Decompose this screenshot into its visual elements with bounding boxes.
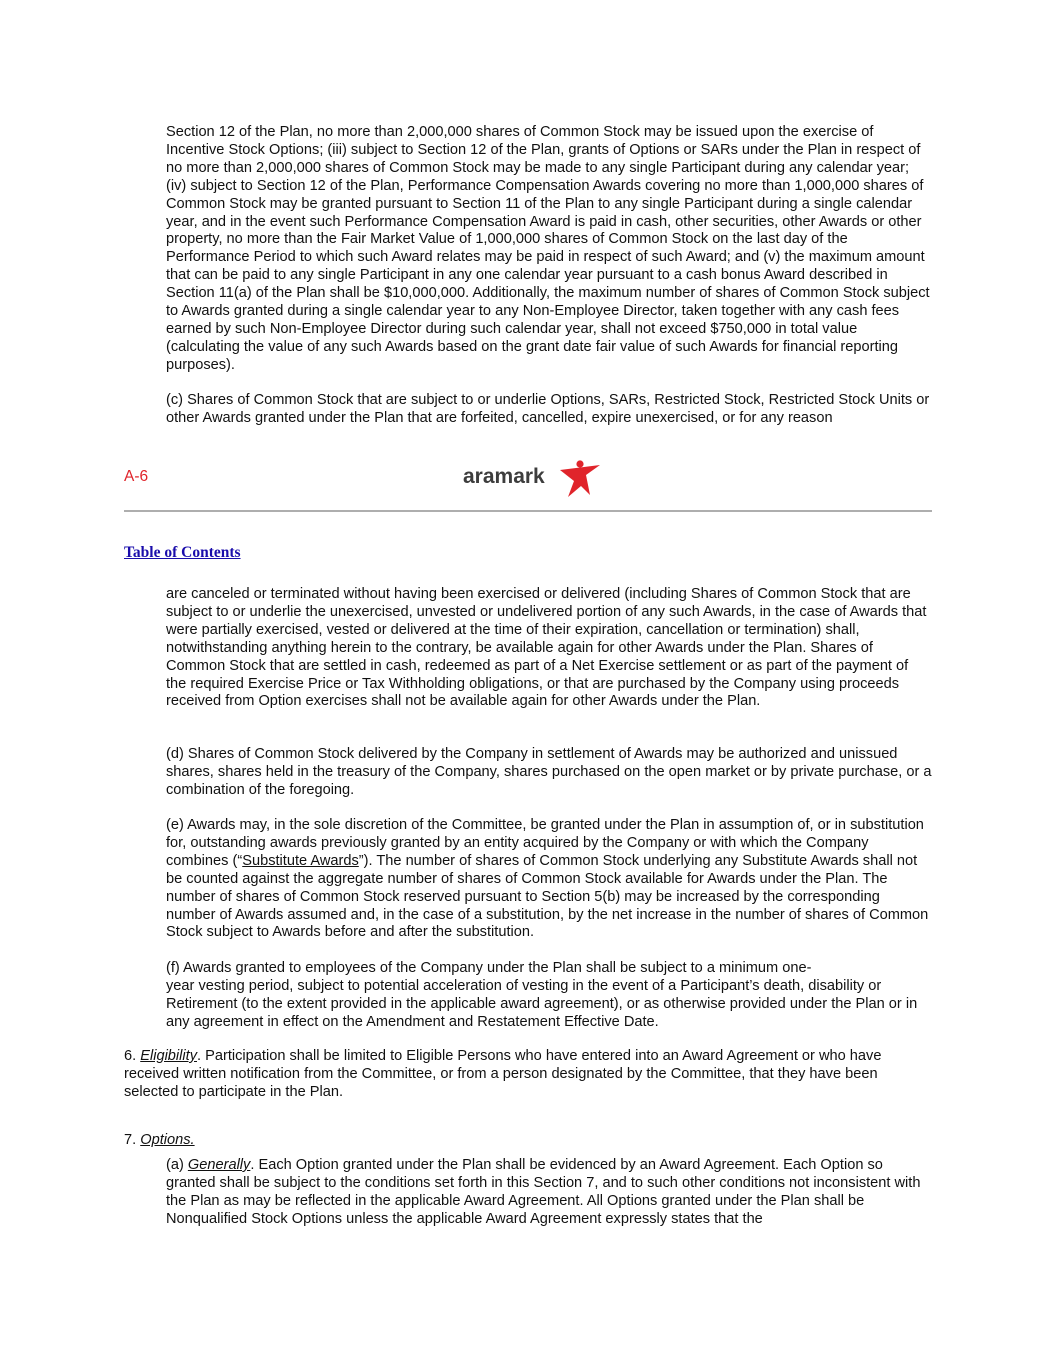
section-6-text: . Participation shall be limited to Eligible Persons who have entered into an Award Agreement or who have received written notification from the Committee, or from a person designated by the Committee, that they have been selected to participate in the Plan. [124,1048,882,1100]
page-number: A-6 [124,468,149,485]
paragraph-7a-number: (a) [166,1157,188,1173]
paragraph-c-continuation: are canceled or terminated without having been exercised or delivered (including Shares of Common Stock that are subject to or underlie the unexercised, unvested or undelivered portion of any such Awards, in the case of Awards that were partially exercised, vested or delivered at the time of their expiration, cancellation or termination) shall, notwithstanding anything herein to the contrary, be available again for other Awards under the Plan. Shares of Common Stock that are settled in cash, redeemed as part of a Net Exercise settlement or as part of the payment of the required Exercise Price or Tax Withholding obligations, or that are purchased by the Company using proceeds received from Option exercises shall not be available again for other Awards under the Plan. [166,586,927,710]
section-6-number: 6. [124,1048,141,1064]
paragraph-7a-text: . Each Option granted under the Plan shall be evidenced by an Award Agreement. Each Option so granted shall be subject to the conditions set forth in this Section 7, and to such other conditions not inconsistent with the Plan as may be reflected in the applicable Award Agreement. All Options granted under the Plan shall be Nonqualified Stock Options unless the applicable Award Agreement expressly states that the [166,1157,921,1227]
paragraph-b-continuation: Section 12 of the Plan, no more than 2,000,000 shares of Common Stock may be issued upon the exercise of Incentive Stock Options; (iii) subject to Section 12 of the Plan, grants of Options or SARs under the Plan in respect of no more than 2,000,000 shares of Common Stock may be made to any single Participant during any calendar year; (iv) subject to Section 12 of the Plan, Performance Compensation Awards covering no more than 1,000,000 shares of Common Stock may be granted pursuant to Section 11 of the Plan to any single Participant during a single calendar year, and in the event such Performance Compensation Award is paid in cash, other securities, other Awards or other property, no more than the Fair Market Value of 1,000,000 shares of Common Stock on the last day of the Performance Period to which such Award relates may be paid in respect of such Award; and (v) the maximum amount that can be paid to any single Participant in any one calendar year pursuant to a cash bonus Award described in Section 11(a) of the Plan shall be $10,000,000. Additionally, the maximum number of shares of Common Stock subject to Awards granted during a single calendar year to any Non-Employee Director, taken together with any cash fees earned by such Non-Employee Director during such calendar year, shall not exceed $750,000 in total value (calculating the value of any such Awards based on the grant date fair value of such Awards for financial reporting purposes). [166,124,930,373]
section-7-title: Options. [140,1132,195,1148]
paragraph-d: (d) Shares of Common Stock delivered by the Company in settlement of Awards may be authorized and unissued shares, shares held in the treasury of the Company, shares purchased on the open market or by private purchase, or a combination of the foregoing. [166,746,932,798]
paragraph-f [166,960,932,1032]
star-figure-icon [560,460,600,497]
paragraph-e-lead: (e) Awards may, in the sole discretion of the Committee, be granted under the Plan in assumption of, or in substitution for, outstanding awards previously granted by an entity acquired by the Company or with which the Company combines (“ [166,817,924,869]
section-7-heading [124,1132,932,1150]
section-6-title: Eligibility [140,1048,198,1064]
page-divider [124,510,932,512]
section-6-eligibility [124,1048,932,1102]
paragraph-7a-title: Generally [187,1157,251,1173]
aramark-logo [462,458,602,498]
substitute-awards-term: Substitute Awards [242,852,359,869]
paragraph-f-body: year vesting period, subject to potential acceleration of vesting in the event of a Participant’s death, disability or Retirement (to the extent provided in the applicable award agreement), or as otherwise provided under the Plan or in any agreement in effect on the Amendment and Restatement Effective Date. [166,977,918,1030]
paragraph-7a [166,1157,932,1229]
paragraph-f-first-line: (f) Awards granted to employees of the Company under the Plan shall be subject to a minimum one- [166,960,812,976]
logo-wordmark: aramark [463,465,545,488]
paragraph-e-body: ”). The number of shares of Common Stock underlying any Substitute Awards shall not be counted against the aggregate number of shares of Common Stock available for Awards under the Plan. The number of shares of Common Stock reserved pursuant to Section 5(b) may be increased by the corresponding number of Awards assumed and, in the case of a substitution, by the net increase in the number of shares of Common Stock subject to Awards before and after the substitution. [166,852,929,941]
section-7-number: 7. [124,1132,141,1148]
table-of-contents-link[interactable]: Table of Contents [124,544,241,561]
paragraph-c: (c) Shares of Common Stock that are subject to or underlie Options, SARs, Restricted Stock, Restricted Stock Units or other Awards granted under the Plan that are forfeited, cancelled, expire unexercised, or for any reason [166,392,930,426]
paragraph-e [166,817,932,942]
